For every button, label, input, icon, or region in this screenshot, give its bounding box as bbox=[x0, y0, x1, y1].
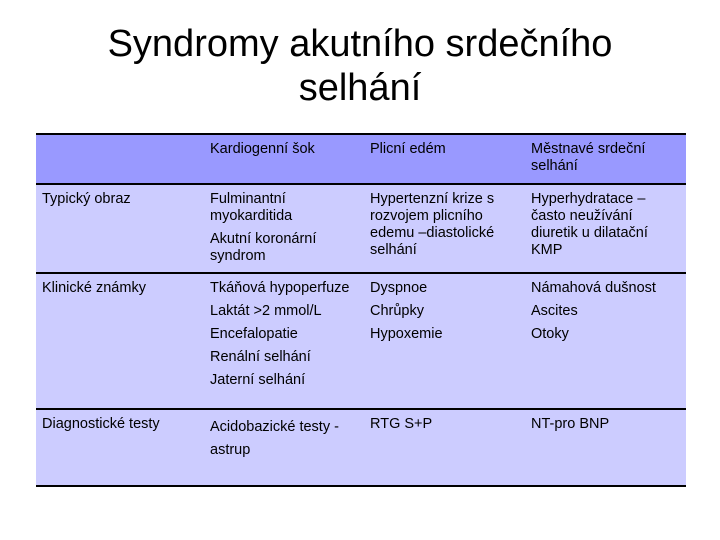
cell-line: Acidobazické testy - astrup bbox=[210, 419, 339, 458]
cell-line: Fulminantní myokarditida bbox=[210, 191, 293, 224]
slide-title-line-2: selhání bbox=[298, 67, 422, 109]
cell-line: Hypoxemie bbox=[370, 326, 443, 342]
table-cell bbox=[364, 409, 525, 486]
table-cell bbox=[204, 409, 364, 486]
row-label: Klinické známky bbox=[36, 273, 204, 409]
cell-line: RTG S+P bbox=[370, 416, 433, 432]
cell-line: Ascites bbox=[531, 303, 578, 319]
cell-line: NT-pro BNP bbox=[531, 416, 610, 432]
cell-line: Encefalopatie bbox=[210, 326, 298, 342]
header-cell-plicni-edem: Plicní edém bbox=[364, 134, 525, 184]
cell-line: Akutní koronární syndrom bbox=[210, 231, 317, 264]
row-label: Typický obraz bbox=[36, 184, 204, 273]
table-cell bbox=[525, 273, 686, 409]
table-cell bbox=[204, 184, 364, 273]
cell-line: Hypertenzní krize s rozvojem plicního edemu –diastolické selhání bbox=[370, 191, 495, 258]
table-header-row bbox=[36, 134, 686, 184]
row-label: Diagnostické testy bbox=[36, 409, 204, 486]
cell-line: Renální selhání bbox=[210, 349, 311, 365]
cell-line: Hyperhydratace – často neužívání diuretik u dilatační KMP bbox=[531, 191, 648, 258]
table-cell bbox=[525, 409, 686, 486]
cell-line: Chrůpky bbox=[370, 303, 424, 319]
header-cell-empty bbox=[36, 134, 204, 184]
cell-line: Dyspnoe bbox=[370, 280, 428, 296]
slide-title-line-1: Syndromy akutního srdečního bbox=[107, 23, 613, 65]
cell-line: Tkáňová hypoperfuze bbox=[210, 280, 350, 296]
table-cell bbox=[525, 184, 686, 273]
syndrome-table bbox=[36, 133, 686, 487]
table-row bbox=[36, 409, 686, 486]
cell-line: Otoky bbox=[531, 326, 569, 342]
table-row bbox=[36, 184, 686, 273]
table-cell bbox=[364, 273, 525, 409]
cell-line: Laktát >2 mmol/L bbox=[210, 303, 322, 319]
table-row bbox=[36, 273, 686, 409]
slide-title bbox=[0, 22, 720, 110]
header-cell-kardiogenni-sok: Kardiogenní šok bbox=[204, 134, 364, 184]
header-cell-mestnave-selhani: Městnavé srdeční selhání bbox=[525, 134, 686, 184]
cell-line: Jaterní selhání bbox=[210, 372, 306, 388]
cell-line: Námahová dušnost bbox=[531, 280, 656, 296]
table-cell bbox=[204, 273, 364, 409]
table-cell bbox=[364, 184, 525, 273]
